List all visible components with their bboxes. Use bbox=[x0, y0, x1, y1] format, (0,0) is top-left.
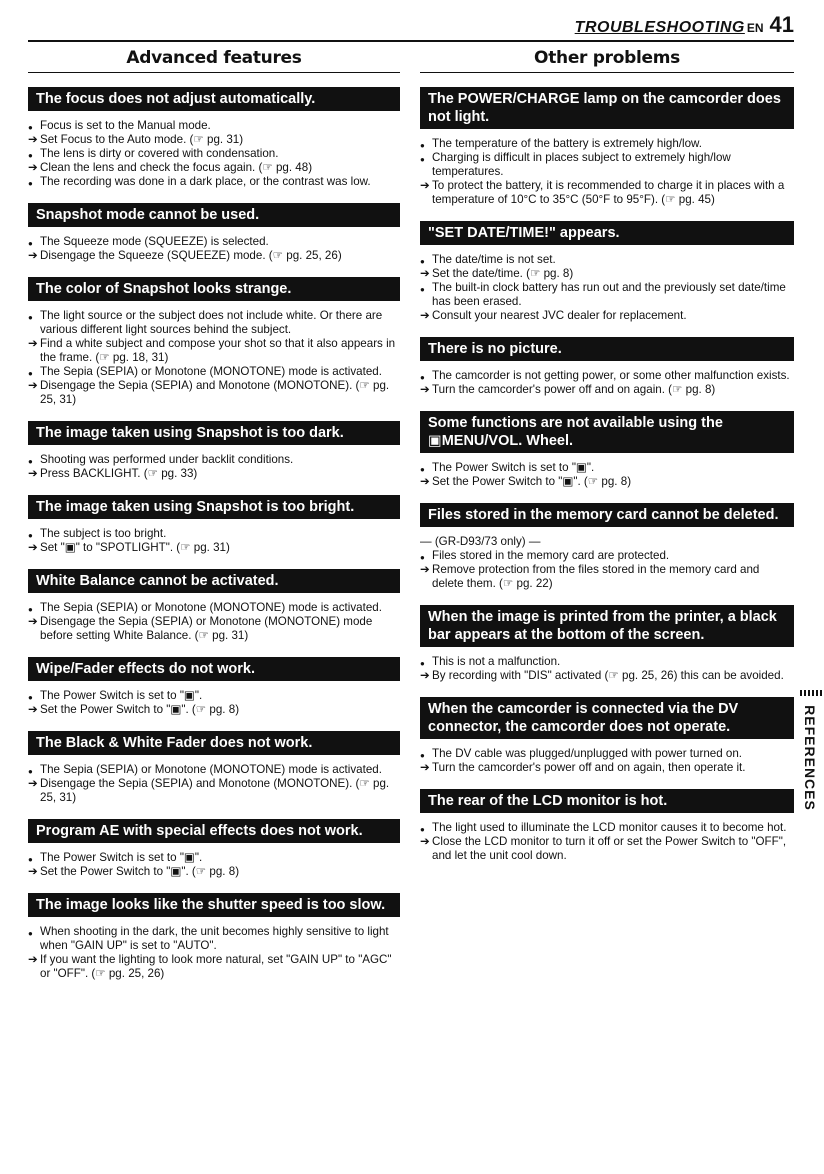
left-sections bbox=[28, 87, 400, 981]
right-column bbox=[420, 48, 794, 877]
remedy-line bbox=[420, 761, 794, 775]
bullet-icon: ● bbox=[28, 767, 33, 776]
line-text: The camcorder is not getting power, or some other malfunction exists. bbox=[432, 369, 790, 382]
bullet-icon: ● bbox=[420, 659, 425, 668]
arrow-icon: ➔ bbox=[420, 309, 430, 322]
section-heading: Program AE with special effects does not work. bbox=[28, 819, 400, 843]
arrow-icon: ➔ bbox=[28, 249, 38, 262]
bullet-icon: ● bbox=[28, 179, 33, 188]
line-text: The Power Switch is set to "▣". bbox=[40, 851, 203, 864]
remedy-line bbox=[28, 777, 400, 805]
line-text: Set the Power Switch to "▣". (☞ pg. 8) bbox=[40, 703, 240, 716]
section-heading: The image taken using Snapshot is too dark. bbox=[28, 421, 400, 445]
section-heading: White Balance cannot be activated. bbox=[28, 569, 400, 593]
cause-line bbox=[28, 235, 400, 249]
note-line bbox=[420, 535, 794, 549]
bullet-icon: ● bbox=[420, 553, 425, 562]
header-right bbox=[575, 12, 794, 38]
arrow-icon: ➔ bbox=[28, 541, 38, 554]
cause-line bbox=[420, 137, 794, 151]
left-column bbox=[28, 48, 400, 995]
bullet-icon: ● bbox=[28, 693, 33, 702]
trouble-section bbox=[420, 605, 794, 683]
line-text: — (GR-D93/73 only) — bbox=[420, 535, 541, 548]
line-text: The Sepia (SEPIA) or Monotone (MONOTONE) mode is activated. bbox=[40, 763, 382, 776]
arrow-icon: ➔ bbox=[28, 337, 38, 350]
line-text: Disengage the Sepia (SEPIA) and Monotone (MONOTONE). (☞ pg. 25, 31) bbox=[40, 777, 390, 804]
section-heading: When the image is printed from the printer, a black bar appears at the bottom of the screen. bbox=[420, 605, 794, 647]
cause-line bbox=[420, 281, 794, 309]
cause-line bbox=[420, 747, 794, 761]
line-text: Disengage the Sepia (SEPIA) or Monotone (MONOTONE) mode before setting White Balance. (☞ pg. 31) bbox=[40, 615, 373, 642]
line-text: Set the Power Switch to "▣". (☞ pg. 8) bbox=[40, 865, 240, 878]
arrow-icon: ➔ bbox=[28, 161, 38, 174]
line-text: Consult your nearest JVC dealer for replacement. bbox=[432, 309, 687, 322]
bullet-icon: ● bbox=[28, 123, 33, 132]
bullet-icon: ● bbox=[28, 457, 33, 466]
arrow-icon: ➔ bbox=[28, 615, 38, 628]
trouble-section bbox=[28, 731, 400, 805]
section-heading: The focus does not adjust automatically. bbox=[28, 87, 400, 111]
bullet-icon: ● bbox=[28, 531, 33, 540]
cause-line bbox=[28, 601, 400, 615]
arrow-icon: ➔ bbox=[28, 777, 38, 790]
line-text: Set the date/time. (☞ pg. 8) bbox=[432, 267, 574, 280]
arrow-icon: ➔ bbox=[420, 761, 430, 774]
section-heading: The rear of the LCD monitor is hot. bbox=[420, 789, 794, 813]
arrow-icon: ➔ bbox=[28, 865, 38, 878]
line-text: Files stored in the memory card are protected. bbox=[432, 549, 670, 562]
bullet-icon: ● bbox=[28, 855, 33, 864]
line-text: Disengage the Sepia (SEPIA) and Monotone (MONOTONE). (☞ pg. 25, 31) bbox=[40, 379, 390, 406]
trouble-section bbox=[420, 697, 794, 775]
cause-line bbox=[420, 151, 794, 179]
cause-line bbox=[420, 369, 794, 383]
trouble-section bbox=[420, 411, 794, 489]
line-text: The Sepia (SEPIA) or Monotone (MONOTONE) mode is activated. bbox=[40, 365, 382, 378]
line-text: The light used to illuminate the LCD monitor causes it to become hot. bbox=[432, 821, 787, 834]
remedy-line bbox=[28, 161, 400, 175]
bullet-icon: ● bbox=[420, 825, 425, 834]
bullet-icon: ● bbox=[28, 605, 33, 614]
remedy-line bbox=[420, 475, 794, 489]
arrow-icon: ➔ bbox=[420, 179, 430, 192]
trouble-section bbox=[28, 819, 400, 879]
right-column-title: Other problems bbox=[420, 48, 794, 73]
line-text: The subject is too bright. bbox=[40, 527, 167, 540]
cause-line bbox=[28, 147, 400, 161]
remedy-line bbox=[28, 337, 400, 365]
line-text: If you want the lighting to look more natural, set "GAIN UP" to "AGC" or "OFF". (☞ pg. 25, 26) bbox=[40, 953, 392, 980]
bullet-icon: ● bbox=[28, 239, 33, 248]
line-text: The Power Switch is set to "▣". bbox=[432, 461, 595, 474]
trouble-section bbox=[420, 789, 794, 863]
cause-line bbox=[420, 461, 794, 475]
arrow-icon: ➔ bbox=[420, 383, 430, 396]
arrow-icon: ➔ bbox=[28, 703, 38, 716]
line-text: Close the LCD monitor to turn it off or set the Power Switch to "OFF", and let the unit cool down. bbox=[432, 835, 787, 862]
remedy-line bbox=[28, 953, 400, 981]
cause-line bbox=[420, 253, 794, 267]
line-text: By recording with "DIS" activated (☞ pg. 25, 26) this can be avoided. bbox=[432, 669, 784, 682]
line-text: Press BACKLIGHT. (☞ pg. 33) bbox=[40, 467, 198, 480]
remedy-line bbox=[420, 563, 794, 591]
arrow-icon: ➔ bbox=[28, 953, 38, 966]
line-text: The built-in clock battery has run out and the previously set date/time has been erased. bbox=[432, 281, 786, 308]
line-text: Set "▣" to "SPOTLIGHT". (☞ pg. 31) bbox=[40, 541, 230, 554]
bullet-icon: ● bbox=[28, 929, 33, 938]
arrow-icon: ➔ bbox=[28, 133, 38, 146]
line-text: To protect the battery, it is recommended to charge it in places with a temperature of 10°C to 35°C (50°F to 95°F). (☞ pg. 45) bbox=[432, 179, 785, 206]
arrow-icon: ➔ bbox=[420, 267, 430, 280]
line-text: Remove protection from the files stored in the memory card and delete them. (☞ pg. 22) bbox=[432, 563, 760, 590]
remedy-line bbox=[420, 383, 794, 397]
right-sections bbox=[420, 87, 794, 863]
page-header bbox=[28, 12, 794, 42]
line-text: Clean the lens and check the focus again. (☞ pg. 48) bbox=[40, 161, 313, 174]
remedy-line bbox=[28, 703, 400, 717]
remedy-line bbox=[28, 133, 400, 147]
trouble-section bbox=[28, 277, 400, 407]
references-tab-label: REFERENCES bbox=[802, 705, 818, 811]
remedy-line bbox=[28, 249, 400, 263]
cause-line bbox=[28, 309, 400, 337]
arrow-icon: ➔ bbox=[420, 475, 430, 488]
line-text: The Power Switch is set to "▣". bbox=[40, 689, 203, 702]
line-text: Charging is difficult in places subject to extremely high/low temperatures. bbox=[432, 151, 731, 178]
references-tab bbox=[800, 690, 822, 830]
remedy-line bbox=[28, 541, 400, 555]
section-name: TROUBLESHOOTING bbox=[574, 19, 745, 36]
trouble-section bbox=[420, 87, 794, 207]
remedy-line bbox=[420, 267, 794, 281]
arrow-icon: ➔ bbox=[420, 669, 430, 682]
section-heading: Some functions are not available using the ▣MENU/VOL. Wheel. bbox=[420, 411, 794, 453]
cause-line bbox=[28, 763, 400, 777]
line-text: This is not a malfunction. bbox=[432, 655, 561, 668]
line-text: Set Focus to the Auto mode. (☞ pg. 31) bbox=[40, 133, 244, 146]
section-heading: The image taken using Snapshot is too bright. bbox=[28, 495, 400, 519]
remedy-line bbox=[28, 467, 400, 481]
section-heading: The POWER/CHARGE lamp on the camcorder does not light. bbox=[420, 87, 794, 129]
line-text: When shooting in the dark, the unit becomes highly sensitive to light when "GAIN UP" is set to "AUTO". bbox=[40, 925, 389, 952]
trouble-section bbox=[420, 221, 794, 323]
bullet-icon: ● bbox=[420, 373, 425, 382]
cause-line bbox=[28, 175, 400, 189]
remedy-line bbox=[420, 179, 794, 207]
trouble-section bbox=[28, 421, 400, 481]
section-heading: There is no picture. bbox=[420, 337, 794, 361]
bullet-icon: ● bbox=[28, 313, 33, 322]
line-text: The temperature of the battery is extremely high/low. bbox=[432, 137, 703, 150]
section-heading: The color of Snapshot looks strange. bbox=[28, 277, 400, 301]
arrow-icon: ➔ bbox=[28, 467, 38, 480]
bullet-icon: ● bbox=[28, 369, 33, 378]
line-text: The light source or the subject does not include white. Or there are various different light sources behind the subject. bbox=[40, 309, 383, 336]
left-column-title: Advanced features bbox=[28, 48, 400, 73]
cause-line bbox=[28, 689, 400, 703]
line-text: Disengage the Squeeze (SQUEEZE) mode. (☞ pg. 25, 26) bbox=[40, 249, 342, 262]
cause-line bbox=[28, 527, 400, 541]
bullet-icon: ● bbox=[28, 151, 33, 160]
trouble-section bbox=[420, 337, 794, 397]
bullet-icon: ● bbox=[420, 155, 425, 164]
cause-line bbox=[28, 851, 400, 865]
cause-line bbox=[420, 821, 794, 835]
section-heading: Files stored in the memory card cannot be deleted. bbox=[420, 503, 794, 527]
line-text: The Squeeze mode (SQUEEZE) is selected. bbox=[40, 235, 269, 248]
remedy-line bbox=[420, 309, 794, 323]
bullet-icon: ● bbox=[420, 751, 425, 760]
section-heading: "SET DATE/TIME!" appears. bbox=[420, 221, 794, 245]
trouble-section bbox=[420, 503, 794, 591]
cause-line bbox=[28, 365, 400, 379]
line-text: Turn the camcorder's power off and on again. (☞ pg. 8) bbox=[432, 383, 716, 396]
line-text: Set the Power Switch to "▣". (☞ pg. 8) bbox=[432, 475, 632, 488]
section-heading: Snapshot mode cannot be used. bbox=[28, 203, 400, 227]
trouble-section bbox=[28, 569, 400, 643]
remedy-line bbox=[420, 835, 794, 863]
line-text: The recording was done in a dark place, or the contrast was low. bbox=[40, 175, 371, 188]
bullet-icon: ● bbox=[420, 465, 425, 474]
arrow-icon: ➔ bbox=[28, 379, 38, 392]
cause-line bbox=[420, 655, 794, 669]
trouble-section bbox=[28, 657, 400, 717]
remedy-line bbox=[28, 379, 400, 407]
remedy-line bbox=[28, 865, 400, 879]
line-text: The Sepia (SEPIA) or Monotone (MONOTONE) mode is activated. bbox=[40, 601, 382, 614]
line-text: Turn the camcorder's power off and on again, then operate it. bbox=[432, 761, 746, 774]
arrow-icon: ➔ bbox=[420, 563, 430, 576]
cause-line bbox=[420, 549, 794, 563]
line-text: Find a white subject and compose your shot so that it also appears in the frame. (☞ pg. 18, 31) bbox=[40, 337, 396, 364]
arrow-icon: ➔ bbox=[420, 835, 430, 848]
trouble-section bbox=[28, 893, 400, 981]
section-heading: The image looks like the shutter speed is too slow. bbox=[28, 893, 400, 917]
section-heading: The Black & White Fader does not work. bbox=[28, 731, 400, 755]
bullet-icon: ● bbox=[420, 285, 425, 294]
remedy-line bbox=[420, 669, 794, 683]
bullet-icon: ● bbox=[420, 257, 425, 266]
line-text: Focus is set to the Manual mode. bbox=[40, 119, 211, 132]
line-text: The DV cable was plugged/unplugged with power turned on. bbox=[432, 747, 743, 760]
line-text: The date/time is not set. bbox=[432, 253, 556, 266]
line-text: The lens is dirty or covered with condensation. bbox=[40, 147, 279, 160]
page-number: 41 bbox=[769, 12, 794, 37]
bullet-icon: ● bbox=[420, 141, 425, 150]
trouble-section bbox=[28, 495, 400, 555]
cause-line bbox=[28, 925, 400, 953]
section-heading: Wipe/Fader effects do not work. bbox=[28, 657, 400, 681]
trouble-section bbox=[28, 203, 400, 263]
line-text: Shooting was performed under backlit conditions. bbox=[40, 453, 294, 466]
language-code: EN bbox=[746, 21, 764, 35]
cause-line bbox=[28, 453, 400, 467]
cause-line bbox=[28, 119, 400, 133]
remedy-line bbox=[28, 615, 400, 643]
section-heading: When the camcorder is connected via the DV connector, the camcorder does not operate. bbox=[420, 697, 794, 739]
trouble-section bbox=[28, 87, 400, 189]
